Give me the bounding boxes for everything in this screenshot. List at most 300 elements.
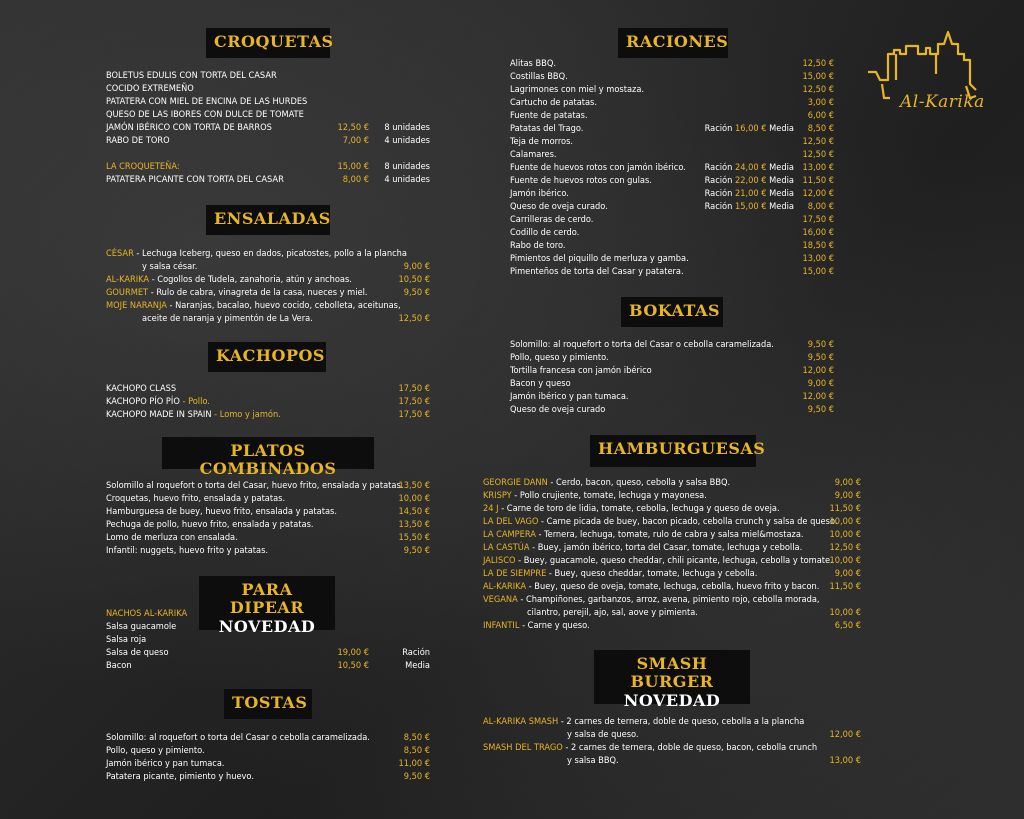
item-text: Solomillo: al roquefort o torta del Casar o cebolla caramelizada. — [510, 339, 774, 350]
item-label: GOURMET — [106, 287, 149, 298]
item-description: cilantro, perejil, ajo, sal, aove y pimienta. — [527, 607, 698, 618]
item-price: 8,50 € — [807, 123, 834, 134]
tostas-item — [106, 770, 430, 783]
item-description: - 2 carnes de ternera, doble de queso, cebolla a la plancha — [558, 716, 805, 727]
item-units: 8 unidades — [384, 122, 430, 133]
dipear-novedad: NOVEDAD — [218, 616, 316, 636]
item-name — [510, 377, 571, 390]
item-price: 9,50 € — [403, 545, 430, 556]
item-price: 9,00 € — [834, 568, 861, 579]
item-text: Fuente de huevos rotos con jamón ibérico. — [510, 162, 686, 173]
item-label: LA DEL VAGO — [483, 516, 539, 527]
item-name — [106, 121, 272, 134]
dipear-title: PARA DIPEAR — [229, 580, 305, 618]
item-name — [483, 554, 833, 567]
item-name — [510, 226, 579, 239]
item-description: - Naranjas, bacalao, huevo cocido, cebolleta, aceitunas, — [166, 300, 401, 311]
item-text: Pollo, queso y pimiento. — [510, 352, 609, 363]
item-description: - Pollo crujiente, tomate, lechuga y mayonesa. — [511, 490, 707, 501]
item-name — [106, 160, 180, 173]
raciones-item — [510, 239, 834, 252]
item-price: 12,50 € — [802, 149, 834, 160]
croquetas-item — [106, 95, 430, 108]
item-label: AL-KARIKA SMASH — [483, 716, 559, 727]
item-price: 11,50 € — [802, 175, 834, 186]
item-text: Hamburguesa de buey, huevo frito, ensalada y patatas. — [106, 506, 337, 517]
racion-media-prices — [705, 161, 794, 174]
item-name — [106, 247, 407, 260]
item-name — [106, 770, 254, 783]
smash-title: SMASH BURGER — [630, 654, 714, 692]
item-price: 10,00 € — [829, 529, 861, 540]
item-price: 13,50 € — [398, 519, 430, 530]
item-name — [510, 109, 588, 122]
item-text: Solomillo: al roquefort o torta del Casar o cebolla caramelizada. — [106, 732, 370, 743]
item-text: RABO DE TORO — [106, 135, 170, 146]
item-text: Calamares. — [510, 149, 557, 160]
item-price: 12,00 € — [802, 391, 834, 402]
item-price: 13,50 € — [398, 480, 430, 491]
raciones-item — [510, 148, 834, 161]
item-name — [106, 408, 281, 421]
item-price: 14,50 € — [398, 506, 430, 517]
item-text: PATATERA CON MIEL DE ENCINA DE LAS HURDES — [106, 96, 308, 107]
raciones-item — [510, 70, 834, 83]
croquetas-item — [106, 134, 430, 147]
item-description: - Buey, queso cheddar, tomate, lechuga y cebolla. — [546, 568, 758, 579]
raciones-item — [510, 135, 834, 148]
item-text: Pollo, queso y pimiento. — [106, 745, 205, 756]
item-name — [510, 351, 609, 364]
item-name — [483, 567, 757, 580]
item-name — [483, 741, 817, 754]
item-units: Media — [405, 660, 430, 671]
kachopos-item — [106, 395, 430, 408]
item-text: Tortilla francesa con jamón ibérico — [510, 365, 652, 376]
item-price: 12,00 € — [802, 188, 834, 199]
item-description: - Rulo de cabra, vinagreta de la casa, nueces y miel. — [148, 287, 368, 298]
item-name — [510, 70, 568, 83]
item-units: 4 unidades — [384, 174, 430, 185]
item-units: 4 unidades — [384, 135, 430, 146]
item-price: 8,00 € — [342, 174, 369, 185]
raciones-item — [510, 83, 834, 96]
raciones-header — [618, 28, 728, 58]
item-label: 24 J — [483, 503, 499, 514]
item-price: 11,00 € — [398, 758, 430, 769]
croquetas-item — [106, 121, 430, 134]
raciones-item — [510, 161, 834, 174]
item-name — [142, 312, 313, 325]
item-description: - Carne de toro de lidia, tomate, cebolla, lechuga y queso de oveja. — [498, 503, 780, 514]
item-text: Alitas BBQ. — [510, 58, 556, 69]
item-name — [106, 518, 314, 531]
item-name — [510, 83, 644, 96]
item-text: Queso de oveja curado. — [510, 201, 608, 212]
item-name — [510, 135, 573, 148]
item-description: - Carne y queso. — [519, 620, 590, 631]
item-label: CÉSAR — [106, 248, 134, 259]
item-price: 10,00 € — [829, 555, 861, 566]
item-text: JAMÓN IBÉRICO CON TORTA DE BARROS — [106, 122, 272, 133]
platos-item — [106, 544, 430, 557]
item-description: - Buey, guacamole, queso cheddar, chili picante, lechuga, cebolla y tomate. — [515, 555, 833, 566]
item-price: 9,50 € — [807, 339, 834, 350]
item-name — [106, 479, 403, 492]
bokatas-title: BOKATAS — [629, 301, 721, 320]
item-price: 12,50 € — [829, 542, 861, 553]
item-price: 3,00 € — [807, 97, 834, 108]
platos-item — [106, 531, 430, 544]
item-text: Bacon y queso — [510, 378, 571, 389]
smash-item — [483, 728, 861, 741]
item-text: Fuente de huevos rotos con gulas. — [510, 175, 652, 186]
racion-price: 24,00 € — [734, 162, 767, 173]
item-name — [510, 96, 597, 109]
hamburguesas-item — [483, 502, 861, 515]
item-name — [106, 744, 205, 757]
item-name — [106, 607, 187, 620]
item-name — [106, 286, 368, 299]
item-description: y salsa césar. — [142, 261, 198, 272]
item-name — [142, 260, 197, 273]
ensaladas-item — [106, 312, 430, 325]
item-description: y salsa BBQ. — [567, 755, 619, 766]
item-name — [106, 646, 169, 659]
hamburguesas-item — [483, 567, 861, 580]
item-price: 16,00 € — [802, 227, 834, 238]
item-extra: - Pollo. — [179, 396, 210, 407]
hamburguesas-item — [483, 580, 861, 593]
dipear-item — [106, 607, 430, 620]
item-price: 10,00 € — [829, 607, 861, 618]
tostas-header — [224, 689, 312, 719]
tostas-title: TOSTAS — [232, 693, 308, 712]
item-price: 9,50 € — [403, 771, 430, 782]
item-label: MOJE NARANJA — [106, 300, 167, 311]
item-description: aceite de naranja y pimentón de La Vera. — [142, 313, 313, 324]
item-text: Lomo de merluza con ensalada. — [106, 532, 238, 543]
item-name — [510, 148, 557, 161]
item-name — [510, 265, 684, 278]
dipear-item — [106, 620, 430, 633]
platos-header — [162, 437, 374, 479]
item-price: 19,00 € — [337, 647, 369, 658]
item-name — [510, 390, 629, 403]
media-label: Media — [766, 201, 794, 212]
platos-item — [106, 518, 430, 531]
item-description: y salsa de queso. — [567, 729, 639, 740]
item-description: - Buey, jamón ibérico, torta del Casar, tomate, lechuga y cebolla. — [529, 542, 803, 553]
media-label: Media — [766, 123, 794, 134]
item-extra: - Lomo y jamón. — [211, 409, 281, 420]
item-text: Jamón ibérico y pan tumaca. — [510, 391, 629, 402]
ensaladas-item — [106, 299, 430, 312]
item-price: 9,00 € — [834, 477, 861, 488]
tostas-item — [106, 731, 430, 744]
hamburguesas-item — [483, 606, 861, 619]
item-name — [567, 728, 639, 741]
item-price: 9,00 € — [807, 378, 834, 389]
item-description: - Lechuga Iceberg, queso en dados, picatostes, pollo a la plancha — [133, 248, 407, 259]
item-price: 12,50 € — [337, 122, 369, 133]
item-name — [483, 593, 820, 606]
item-price: 9,50 € — [403, 287, 430, 298]
item-price: 10,50 € — [398, 274, 430, 285]
item-text: KACHOPO CLASS — [106, 383, 177, 394]
item-name — [483, 528, 804, 541]
item-price: 11,50 € — [829, 581, 861, 592]
racion-price: 16,00 € — [734, 123, 767, 134]
ensaladas-item — [106, 260, 430, 273]
racion-price: 21,00 € — [734, 188, 767, 199]
item-price: 12,50 € — [802, 84, 834, 95]
item-name — [483, 580, 819, 593]
item-price: 10,50 € — [337, 660, 369, 671]
racion-label: Ración — [704, 188, 735, 199]
item-text: KACHOPO PÍO PÍO — [106, 396, 180, 407]
racion-label: Ración — [704, 175, 735, 186]
item-name — [510, 200, 608, 213]
kachopos-title: KACHOPOS — [216, 346, 325, 365]
item-price: 8,50 € — [403, 732, 430, 743]
item-name — [106, 95, 307, 108]
item-name — [106, 531, 238, 544]
item-name — [106, 492, 285, 505]
item-name — [567, 754, 619, 767]
item-description: - 2 carnes de ternera, doble de queso, bacon, cebolla crunch — [562, 742, 818, 753]
item-price: 11,50 € — [829, 503, 861, 514]
item-label: LA DE SIEMPRE — [483, 568, 547, 579]
item-text: Rabo de toro. — [510, 240, 566, 251]
kachopos-header — [208, 342, 326, 372]
item-text: Croquetas, huevo frito, ensalada y patatas. — [106, 493, 286, 504]
smash-item — [483, 754, 861, 767]
item-text: QUESO DE LAS IBORES CON DULCE DE TOMATE — [106, 109, 304, 120]
croquetas-header — [206, 28, 334, 58]
kachopos-item — [106, 408, 430, 421]
item-text: Queso de oveja curado — [510, 404, 606, 415]
item-price: 10,00 € — [398, 493, 430, 504]
item-label: AL-KARIKA — [106, 274, 150, 285]
bokatas-header — [621, 297, 723, 327]
item-name — [483, 541, 802, 554]
item-price: 18,50 € — [802, 240, 834, 251]
item-name — [106, 273, 352, 286]
item-label: GEORGIE DANN — [483, 477, 548, 488]
item-price: 6,00 € — [807, 110, 834, 121]
item-price: 8,00 € — [807, 201, 834, 212]
hamburguesas-item — [483, 476, 861, 489]
racion-media-prices — [705, 187, 794, 200]
item-text: Salsa guacamole — [106, 621, 177, 632]
item-text: Codillo de cerdo. — [510, 227, 580, 238]
item-name — [510, 364, 652, 377]
item-label: VEGANA — [483, 594, 518, 605]
item-text: Carrilleras de cerdo. — [510, 214, 594, 225]
bokatas-item — [510, 390, 834, 403]
item-text: COCIDO EXTREMEÑO — [106, 83, 194, 94]
item-name — [106, 757, 225, 770]
smash-novedad: NOVEDAD — [623, 690, 721, 710]
item-name — [510, 161, 686, 174]
item-name — [106, 173, 284, 186]
bokatas-item — [510, 364, 834, 377]
item-description: - Ternera, lechuga, tomate, rulo de cabra y salsa miel&mostaza. — [535, 529, 804, 540]
item-text: Patatas del Trago. — [510, 123, 584, 134]
dipear-item — [106, 659, 430, 672]
item-name — [106, 633, 146, 646]
item-text: Lagrimones con miel y mostaza. — [510, 84, 645, 95]
bokatas-item — [510, 377, 834, 390]
item-name — [483, 489, 707, 502]
platos-item — [106, 492, 430, 505]
hamburguesas-item — [483, 593, 861, 606]
item-text: BOLETUS EDULIS CON TORTA DEL CASAR — [106, 70, 277, 81]
hamburguesas-header — [590, 435, 766, 467]
item-name — [483, 476, 730, 489]
hamburguesas-item — [483, 541, 861, 554]
item-label: KRISPY — [483, 490, 512, 501]
bokatas-item — [510, 351, 834, 364]
item-name — [106, 620, 176, 633]
item-name — [510, 187, 569, 200]
item-name — [510, 213, 593, 226]
item-price: 9,50 € — [807, 404, 834, 415]
racion-label: Ración — [704, 162, 735, 173]
item-name — [510, 57, 556, 70]
tostas-item — [106, 744, 430, 757]
croquetas-item — [106, 82, 430, 95]
item-price: 9,00 € — [834, 490, 861, 501]
item-text: Salsa de queso — [106, 647, 169, 658]
item-price: 15,00 € — [802, 71, 834, 82]
item-text: PATATERA PICANTE CON TORTA DEL CASAR — [106, 174, 284, 185]
ensaladas-item — [106, 247, 430, 260]
smash-item — [483, 715, 861, 728]
raciones-item — [510, 187, 834, 200]
item-label: SMASH DEL TRAGO — [483, 742, 563, 753]
smash-item — [483, 741, 861, 754]
item-name — [527, 606, 698, 619]
item-label: LA CAMPERA — [483, 529, 536, 540]
bokatas-item — [510, 338, 834, 351]
platos-title: PLATOS COMBINADOS — [199, 441, 337, 479]
raciones-item — [510, 96, 834, 109]
item-text: Salsa roja — [106, 634, 147, 645]
item-name — [510, 338, 774, 351]
item-name — [483, 715, 804, 728]
platos-item — [106, 479, 430, 492]
hamburguesas-item — [483, 489, 861, 502]
item-name — [106, 659, 132, 672]
item-price: 17,50 € — [802, 214, 834, 225]
item-text: Jamón ibérico y pan tumaca. — [106, 758, 225, 769]
item-name — [106, 134, 170, 147]
item-price: 15,00 € — [337, 161, 369, 172]
item-price: 9,50 € — [807, 352, 834, 363]
item-price: 13,00 € — [802, 253, 834, 264]
item-text: Costillas BBQ. — [510, 71, 568, 82]
item-name — [483, 502, 780, 515]
item-label: INFANTIL — [483, 620, 520, 631]
item-name — [106, 82, 194, 95]
item-name — [106, 108, 304, 121]
item-price: 13,00 € — [802, 162, 834, 173]
item-text: Pimenteños de torta del Casar y patatera. — [510, 266, 684, 277]
item-text: Teja de morros. — [510, 136, 574, 147]
item-price: 13,00 € — [829, 755, 861, 766]
ensaladas-header — [206, 205, 330, 235]
racion-label: Ración — [704, 123, 735, 134]
item-price: 17,50 € — [398, 383, 430, 394]
item-text: Cartucho de patatas. — [510, 97, 597, 108]
racion-price: 15,00 € — [734, 201, 767, 212]
item-text: Infantil: nuggets, huevo frito y patatas. — [106, 545, 269, 556]
raciones-item — [510, 252, 834, 265]
smash-header — [594, 650, 750, 710]
brand-name: Al-Karika — [900, 92, 985, 112]
item-text: Patatera picante, pimiento y huevo. — [106, 771, 254, 782]
item-units: 8 unidades — [384, 161, 430, 172]
item-price: 10,00 € — [829, 516, 861, 527]
item-description: - Carne picada de buey, bacon picado, cebolla crunch y salsa de queso. — [538, 516, 838, 527]
item-text: Bacon — [106, 660, 132, 671]
ensaladas-item — [106, 286, 430, 299]
racion-media-prices — [705, 122, 794, 135]
item-description: - Cogollos de Tudela, zanahoria, atún y anchoas. — [149, 274, 352, 285]
racion-media-prices — [705, 200, 794, 213]
item-price: 6,50 € — [834, 620, 861, 631]
item-name — [510, 174, 652, 187]
item-label: JALISCO — [483, 555, 516, 566]
item-name — [106, 382, 176, 395]
item-description: - Champiñones, garbanzos, arroz, avena, pimiento rojo, cebolla morada, — [517, 594, 820, 605]
item-text: KACHOPO MADE IN SPAIN — [106, 409, 212, 420]
item-text: Pechuga de pollo, huevo frito, ensalada y patatas. — [106, 519, 314, 530]
item-price: 15,00 € — [802, 266, 834, 277]
item-name — [106, 544, 268, 557]
item-name — [106, 505, 337, 518]
item-name — [510, 239, 566, 252]
item-price: 9,00 € — [403, 261, 430, 272]
item-text: Solomillo al roquefort o torta del Casar, huevo frito, ensalada y patatas. — [106, 480, 404, 491]
item-price: 12,00 € — [829, 729, 861, 740]
raciones-item — [510, 200, 834, 213]
item-name — [106, 299, 401, 312]
item-name — [106, 69, 277, 82]
raciones-item — [510, 122, 834, 135]
item-description: - Cerdo, bacon, queso, cebolla y salsa BBQ. — [547, 477, 731, 488]
dipear-item — [106, 646, 430, 659]
racion-price: 22,00 € — [734, 175, 767, 186]
item-name — [510, 252, 689, 265]
item-price: 15,50 € — [398, 532, 430, 543]
item-units: Ración — [402, 647, 430, 658]
item-price: 8,50 € — [403, 745, 430, 756]
raciones-title: RACIONES — [626, 32, 729, 51]
media-label: Media — [766, 162, 794, 173]
raciones-item — [510, 213, 834, 226]
raciones-item — [510, 109, 834, 122]
item-price: 7,00 € — [342, 135, 369, 146]
hamburguesas-item — [483, 554, 861, 567]
item-label: LA CASTÚA — [483, 542, 530, 553]
croquetas-item — [106, 69, 430, 82]
kachopos-item — [106, 382, 430, 395]
item-name — [106, 395, 210, 408]
bokatas-item — [510, 403, 834, 416]
